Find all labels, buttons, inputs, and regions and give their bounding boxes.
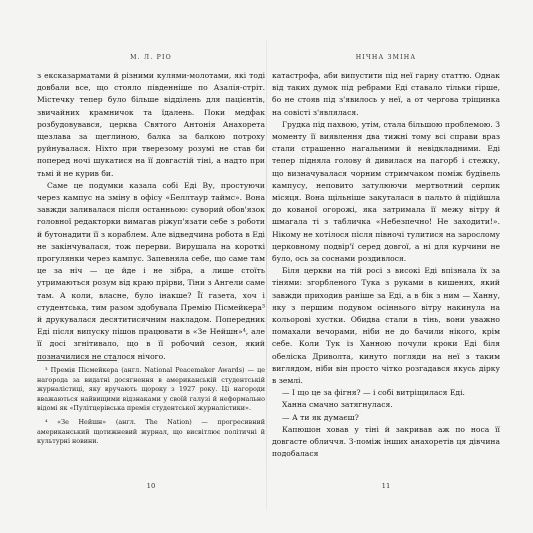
right-paragraph-4: — І що це за фігня? — і собі витріщилася Еді. xyxy=(282,388,465,398)
right-paragraph-7: Капюшон ховав у тіні й закривав аж по носа її довгасте обличчя. З-поміж інших анахоретів ця дівчина подобалася xyxy=(272,424,500,459)
right-body-text xyxy=(272,70,500,461)
right-page xyxy=(272,54,500,490)
right-running-head: НІЧНА ЗМІНА xyxy=(355,54,417,61)
left-footnotes xyxy=(37,366,265,451)
left-running-head: М. Л. РІО xyxy=(130,54,172,61)
left-paragraph-1: з ексказарматами й різними кулями-молотами, які тоді довбали все, що стояло південніше по Азалія-стріт. Містечку тепер було більше відділень для пацієнтів, звичайних крамничок та їдалень. Поки медфак розбудовувався, церква Святого Антонія Анахорета щезлава за щеглиною, балка за балкою потроху руйнувалася. Ніхто при тверезому розумі не став би поперед ночі шукатися на її довгастій тіні, а надто при тьмі й не курив би. xyxy=(37,71,265,178)
right-paragraph-5: Ханна смачно затягнулася. xyxy=(282,400,393,410)
right-paragraph-6: — А ти як думаєш? xyxy=(282,412,359,422)
right-paragraph-3: Біля церкви на тій росі з високі Еді впізнала їх за тінями: згорбленого Тука з руками в кишенях, який завжди приходив раніше за Еді, а в бік з ним — Ханну, яку з першим подувом осіннього вітру накинула на кольорові хустки. Обидва стали в тінь, вони уважно помахали вечорами, ніби не до бачили нікого, крім себе. Коли Тук із Ханною почули кроки Еді біля обеліска Дриволта, кинуто погляди на неї з таким виглядом, ніби він просто чітко розгадався якусь дірку в землі. xyxy=(272,266,500,386)
right-paragraph-2: Грудка під пахвою, утім, стала більшою проблемою. З моменту її виявлення два тижні тому всі справи враз стали страшенно нагальними й невідкладними. Еді тепер підняла голову й дивилася на пагорб і стежку, що визначувалася чорним стримчаком поміж будівель кампусу, неповито затулюючи мертвотний серпик місяця. Вона щільніше закуталася в пальто й підійшла до кованої огорожі, яка затримала її межу вітру й шмагала ті з табличка «Небезпечно! Не заходити!». Нікому не хотілося після півночі тулитися на зарослому церковному подвір'ї серед довгої, а ні для курчини не було, ось за соснами роздивлося. xyxy=(272,119,500,264)
footnote-4: ⁴ «Зе Нейшн» (англ. The Nation) — прогресивний американський щотижневий журнал, що висвітлює політичні й культурні новини. xyxy=(37,417,265,446)
left-page xyxy=(37,54,265,490)
left-page-number: 10 xyxy=(146,482,156,490)
left-body-text xyxy=(37,70,265,363)
right-paragraph-1: катастрофа, аби випустити під неї гарну статтю. Однак від таких думок під ребрами Еді ставало тільки гірше, бо не стояв під з'явилось у неї, а от чергова тріщинка на совісті з'являлася. xyxy=(272,71,500,117)
book-gutter xyxy=(266,40,267,510)
footnote-rule xyxy=(37,360,117,361)
footnote-3: ³ Премія Пісмейкера (англ. National Peacemaker Awards) — це нагорода за видатні досягнення в американській студентській журналістиці, яку вручають щороку з 1927 року. Ці нагороди вважаються найвищими відзнаками у своїй галузі й неформально відомі як «Пулітцерівська премія студентської журналістики». xyxy=(37,366,265,413)
right-page-number: 11 xyxy=(381,482,391,490)
left-paragraph-2: Саме це подумки казала собі Еді Ву, простуючи через кампус на зміну в офісу «Беллтаур таймс». Вона завжди заливалася після останньою: суворий обов'язок головної редакторки вимагав ріжуп'язати себе з роботи й бутонадити її з кораблем. Але відведчина робота в Еді не закінчувалася, тож перерви. Вирушала на короткі прогулянки через кампус. Запевняла себе, що саме там це за ніч — це йде і не зібра, а лише стоїть утримаються розум від краю прірви, Тіни з Ангели саме там. А коли, власне, було інакше? Її газета, хоч і студентська, тим разом здобувала Премію Пісмейкера³ й друкувалася десятитисячним накладом. Попередник Еді після випуску пішов працювати в «Зе Нейшн»⁴, але її досі згнітивало, що в її робочий сезон, який позначилися не сталося нічого. xyxy=(37,180,265,361)
